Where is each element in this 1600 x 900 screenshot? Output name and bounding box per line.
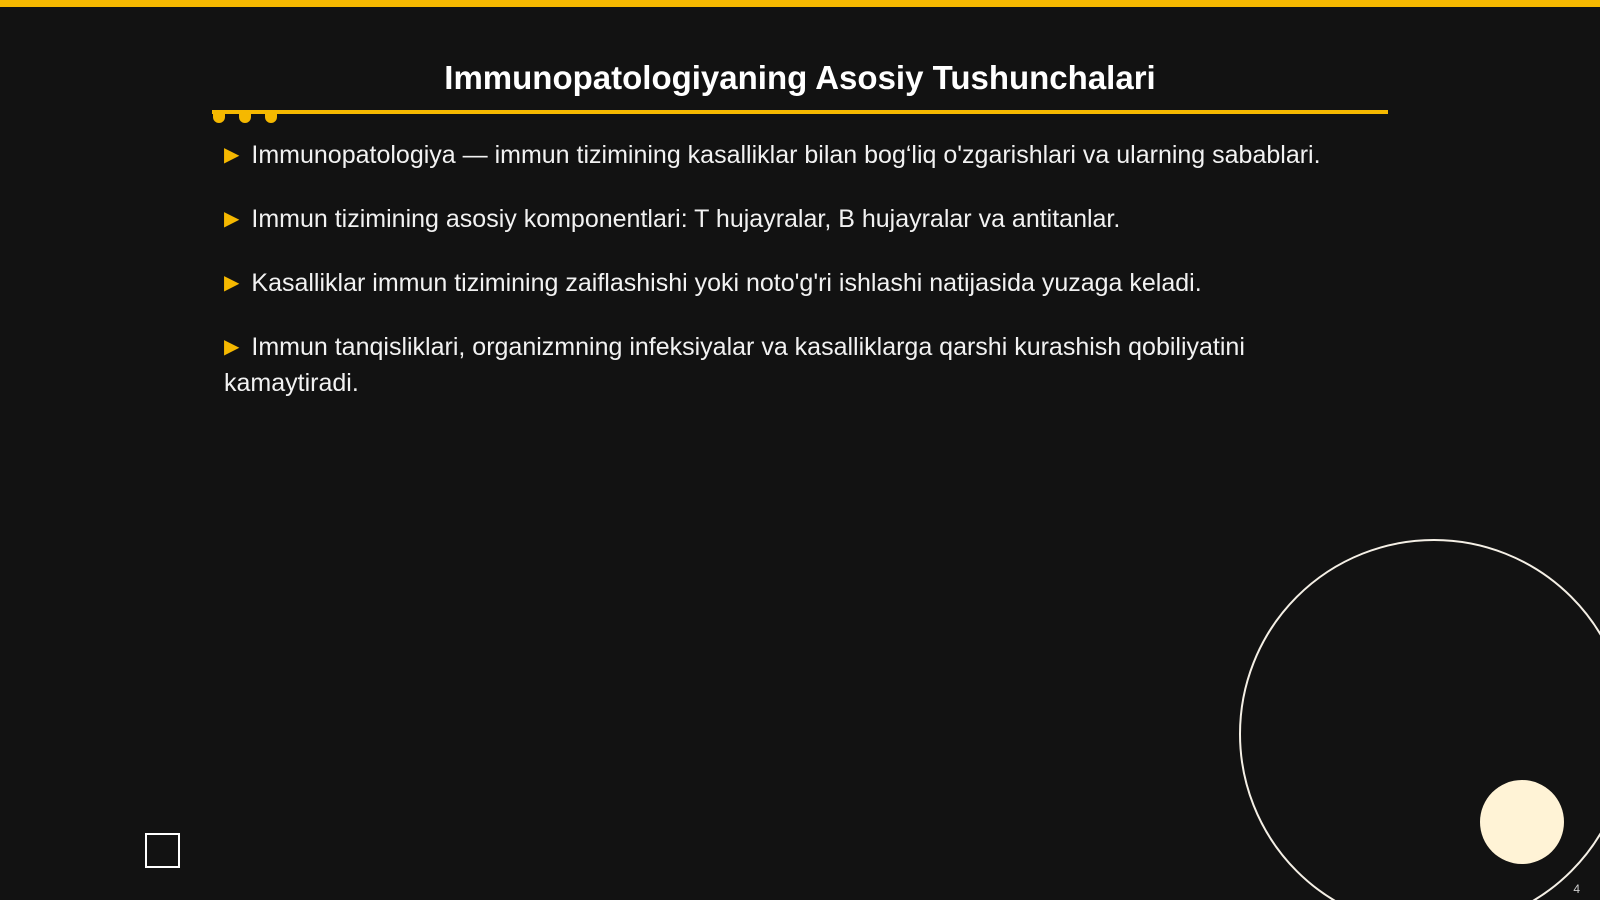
bullet-item bbox=[224, 265, 1374, 301]
bullet-arrow-icon: ▶ bbox=[224, 336, 240, 358]
decorative-filled-circle bbox=[1480, 780, 1564, 864]
bullet-arrow-icon: ▶ bbox=[224, 272, 240, 294]
decorative-dot bbox=[213, 113, 225, 123]
bullet-list bbox=[224, 137, 1374, 429]
top-accent-bar bbox=[0, 0, 1600, 7]
decorative-dot bbox=[239, 113, 251, 123]
page-number: 4 bbox=[1573, 882, 1580, 896]
bullet-text: Immunopatologiya — immun tizimining kasalliklar bilan bog‘liq o'zgarishlari va ularning sabablari. bbox=[251, 141, 1321, 169]
decorative-dot bbox=[265, 113, 277, 123]
bullet-item bbox=[224, 329, 1374, 401]
bullet-text: Immun tizimining asosiy komponentlari: T hujayralar, B hujayralar va antitanlar. bbox=[251, 205, 1121, 233]
bullet-text: Immun tanqisliklari, organizmning infeksiyalar va kasalliklarga qarshi kurashish qobiliyatini kamaytiradi. bbox=[224, 333, 1245, 397]
bullet-item bbox=[224, 137, 1374, 173]
slide-title: Immunopatologiyaning Asosiy Tushunchalari bbox=[444, 59, 1156, 96]
title-underline bbox=[212, 110, 1388, 114]
bullet-arrow-icon: ▶ bbox=[224, 208, 240, 230]
bullet-item bbox=[224, 201, 1374, 237]
bullet-text: Kasalliklar immun tizimining zaiflashishi yoki noto'g'ri ishlashi natijasida yuzaga keladi. bbox=[251, 269, 1202, 297]
bullet-arrow-icon: ▶ bbox=[224, 144, 240, 166]
decorative-square bbox=[145, 833, 180, 868]
